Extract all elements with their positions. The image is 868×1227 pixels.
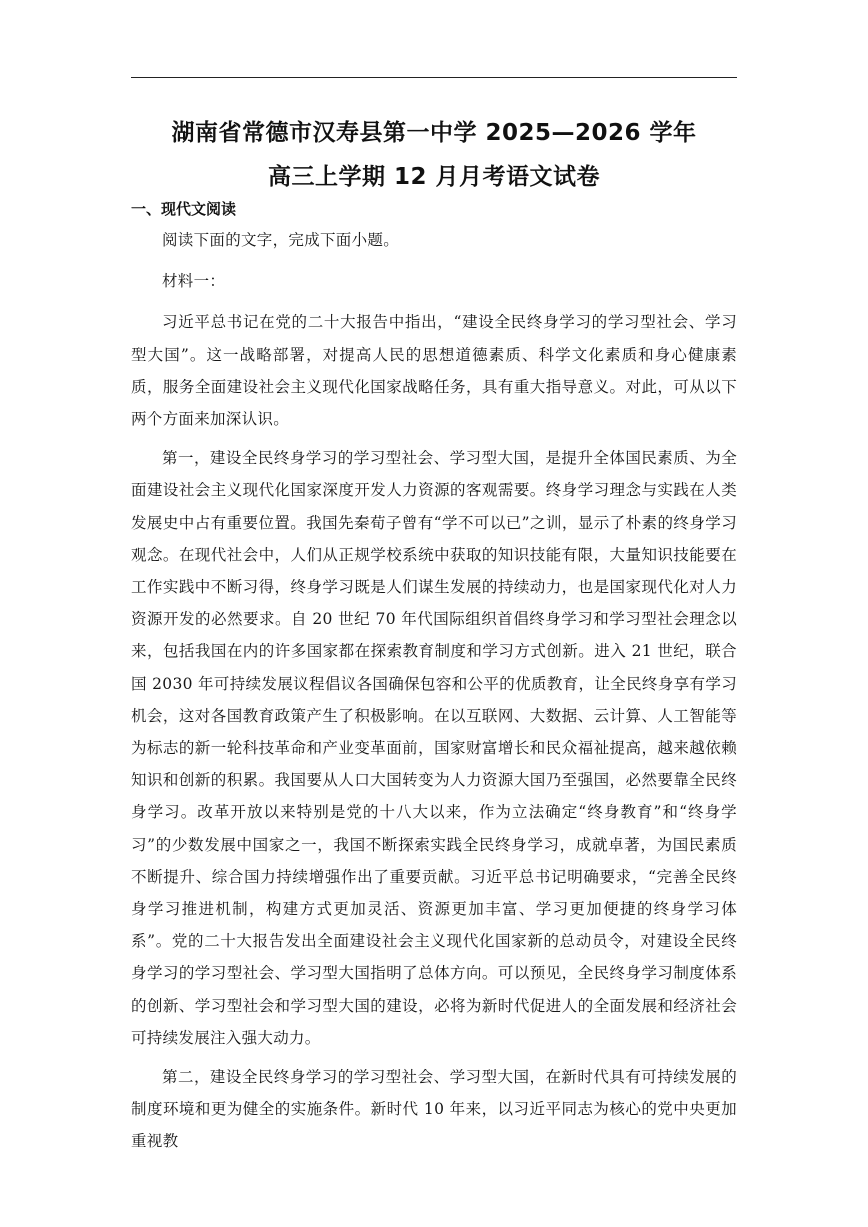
- section-heading: 一、现代文阅读: [131, 200, 237, 218]
- document-title-line-1: 湖南省常德市汉寿县第一中学 2025—2026 学年: [171, 120, 697, 146]
- header-rule: [131, 77, 737, 78]
- body-paragraph: 第一，建设全民终身学习的学习型社会、学习型大国，是提升全体国民素质、为全面建设社会主义现代化国家深度开发人力资源的客观需要。终身学习理念与实践在人类发展史中占有重要位置。我国先秦荀子曾有“学不可以已”之训，显示了朴素的终身学习观念。在现代社会中，人们从正规学校系统中获取的知识技能有限，大量知识技能要在工作实践中不断习得，终身学习既是人们谋生发展的持续动力，也是国家现代化对人力资源开发的必然要求。自 20 世纪 70 年代国际组织首倡终身学习和学习型社会理念以来，包括我国在内的许多国家都在探索教育制度和学习方式创新。进入 21 世纪，联合国 2030 年可持续发展议程倡议各国确保包容和公平的优质教育，让全民终身享有学习机会，这对各国教育政策产生了积极影响。在以互联网、大数据、云计算、人工智能等为标志的新一轮科技革命和产业变革面前，国家财富增长和民众福祉提高，越来越依赖知识和创新的积累。我国要从人口大国转变为人力资源大国乃至强国，必然要靠全民终身学习。改革开放以来特别是党的十八大以来，作为立法确定“终身教育”和“终身学习”的少数发展中国家之一，我国不断探索实践全民终身学习，成就卓著，为国民素质不断提升、综合国力持续增强作出了重要贡献。习近平总书记明确要求，“完善全民终身学习推进机制，构建方式更加灵活、资源更加丰富、学习更加便捷的终身学习体系”。党的二十大报告发出全面建设社会主义现代化国家新的总动员令，对建设全民终身学习的学习型社会、学习型大国指明了总体方向。可以预见，全民终身学习制度体系的创新、学习型社会和学习型大国的建设，必将为新时代促进人的全面发展和经济社会可持续发展注入强大动力。: [131, 449, 737, 1047]
- instruction-paragraph: 阅读下面的文字，完成下面小题。: [162, 231, 400, 249]
- body-paragraph: 习近平总书记在党的二十大报告中指出，“建设全民终身学习的学习型社会、学习型大国”。这一战略部署，对提高人民的思想道德素质、科学文化素质和身心健康素质，服务全面建设社会主义现代化国家战略任务，具有重大指导意义。对此，可从以下两个方面来加深认识。: [131, 313, 737, 429]
- material-label: 材料一：: [162, 272, 226, 291]
- document-title-line-2: 高三上学期 12 月月考语文试卷: [267, 164, 601, 190]
- document-body: [131, 224, 737, 1165]
- body-paragraph: 第二，建设全民终身学习的学习型社会、学习型大国，在新时代具有可持续发展的制度环境和更为健全的实施条件。新时代 10 年来，以习近平同志为核心的党中央更加重视教: [131, 1068, 737, 1151]
